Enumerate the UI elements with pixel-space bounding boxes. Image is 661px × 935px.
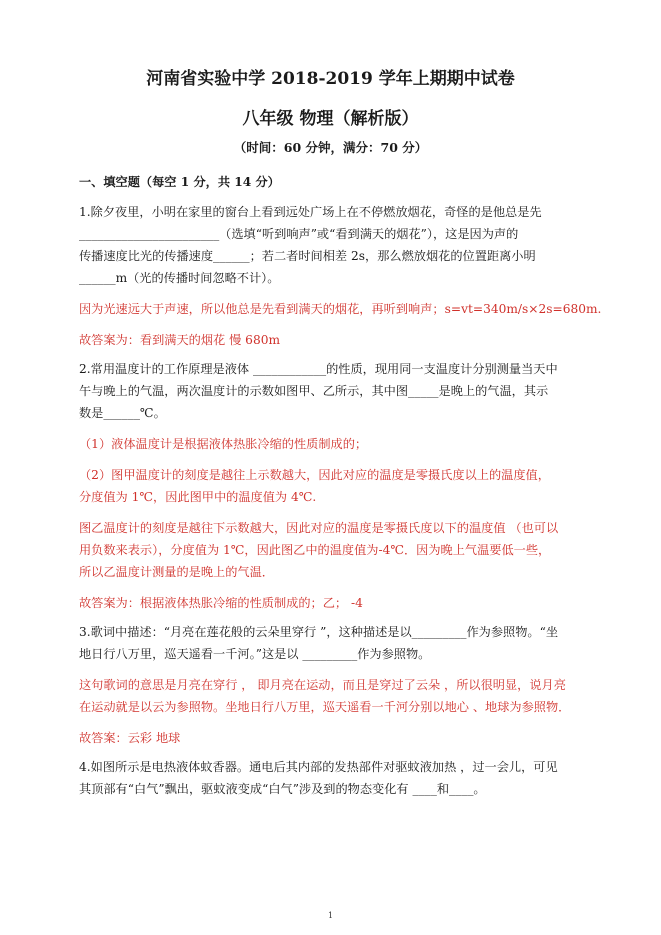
exam-title: 河南省实验中学 2018-2019 学年上期期中试卷 bbox=[146, 69, 515, 89]
q3-analysis-2: 在运动就是以云为参照物。坐地日行八万里，巡天遥看一千河分别以地心 、地球为参照物． bbox=[79, 700, 571, 714]
q2-line-3: 数是______℃。 bbox=[79, 406, 166, 420]
q3-answer: 故答案：云彩 地球 bbox=[79, 731, 181, 745]
q3-line-2: 地日行八万里，巡天遥看一千河。”这是以 _________作为参照物。 bbox=[79, 647, 431, 661]
q2-analysis-1: （1）液体温度计是根据液体热胀冷缩的性质制成的； bbox=[79, 437, 368, 451]
page-number: 1 bbox=[327, 911, 334, 920]
exam-subtitle: 八年级 物理（解析版） bbox=[242, 109, 419, 129]
q1-answer: 故答案为：看到满天的烟花 慢 680m bbox=[79, 333, 281, 347]
q1-analysis: 因为光速远大于声速，所以他总是先看到满天的烟花，再听到响声；s=vt=340m/s×2s=680m. bbox=[79, 302, 602, 316]
q3-line-1: 3.歌词中描述：“月亮在莲花般的云朵里穿行 ”，这种描述是以_________作为参照物。“坐 bbox=[79, 625, 559, 639]
q2-analysis-3c: 所以乙温度计测量的是晚上的气温． bbox=[79, 565, 274, 579]
q2-analysis-3b: 用负数来表示），分度值为 1℃，因此图乙中的温度值为-4℃．因为晚上气温要低一些， bbox=[79, 543, 551, 557]
q3-analysis-1: 这句歌词的意思是月亮在穿行 ， 即月亮在运动，而且是穿过了云朵 ，所以很明显，说月亮 bbox=[79, 678, 566, 692]
q4-line-2: 其顶部有“白气”飘出，驱蚊液变成“白气”涉及到的物态变化有 ____和____。 bbox=[79, 782, 486, 796]
q1-line-1: 1.除夕夜里，小明在家里的窗台上看到远处广场上在不停燃放烟花，奇怪的是他总是先 bbox=[79, 205, 542, 219]
q2-analysis-2a: （2）图甲温度计的刻度是越往上示数越大，因此对应的温度是零摄氏度以上的温度值， bbox=[79, 468, 550, 482]
q1-line-2: _______________________（选填“听到响声”或“看到满天的烟花”），这是因为声的 bbox=[79, 227, 519, 241]
q4-line-1: 4.如图所示是电热液体蚊香器。通电后其内部的发热部件对驱蚊液加热 ，过一会儿，可见 bbox=[79, 760, 558, 774]
exam-info: （时间：60 分钟，满分：70 分） bbox=[233, 140, 428, 155]
q2-analysis-2b: 分度值为 1℃，因此图甲中的温度值为 4℃. bbox=[79, 490, 317, 504]
section-heading: 一、填空题（每空 1 分，共 14 分） bbox=[79, 175, 280, 189]
q2-line-2: 午与晚上的气温，两次温度计的示数如图甲、乙所示，其中图_____是晚上的气温，其示 bbox=[79, 384, 549, 398]
q2-line-1: 2.常用温度计的工作原理是液体 ____________的性质，现用同一支温度计分别测量当天中 bbox=[79, 362, 558, 376]
q1-line-3: 传播速度比光的传播速度______；若二者时间相差 2s，那么燃放烟花的位置距离小明 bbox=[79, 249, 536, 263]
q2-analysis-3a: 图乙温度计的刻度是越往下示数越大，因此对应的温度是零摄氏度以下的温度值 （也可以 bbox=[79, 521, 559, 535]
q2-answer: 故答案为：根据液体热胀冷缩的性质制成的；乙； -4 bbox=[79, 596, 363, 610]
q1-line-4: ______m（光的传播时间忽略不计）。 bbox=[79, 271, 280, 285]
